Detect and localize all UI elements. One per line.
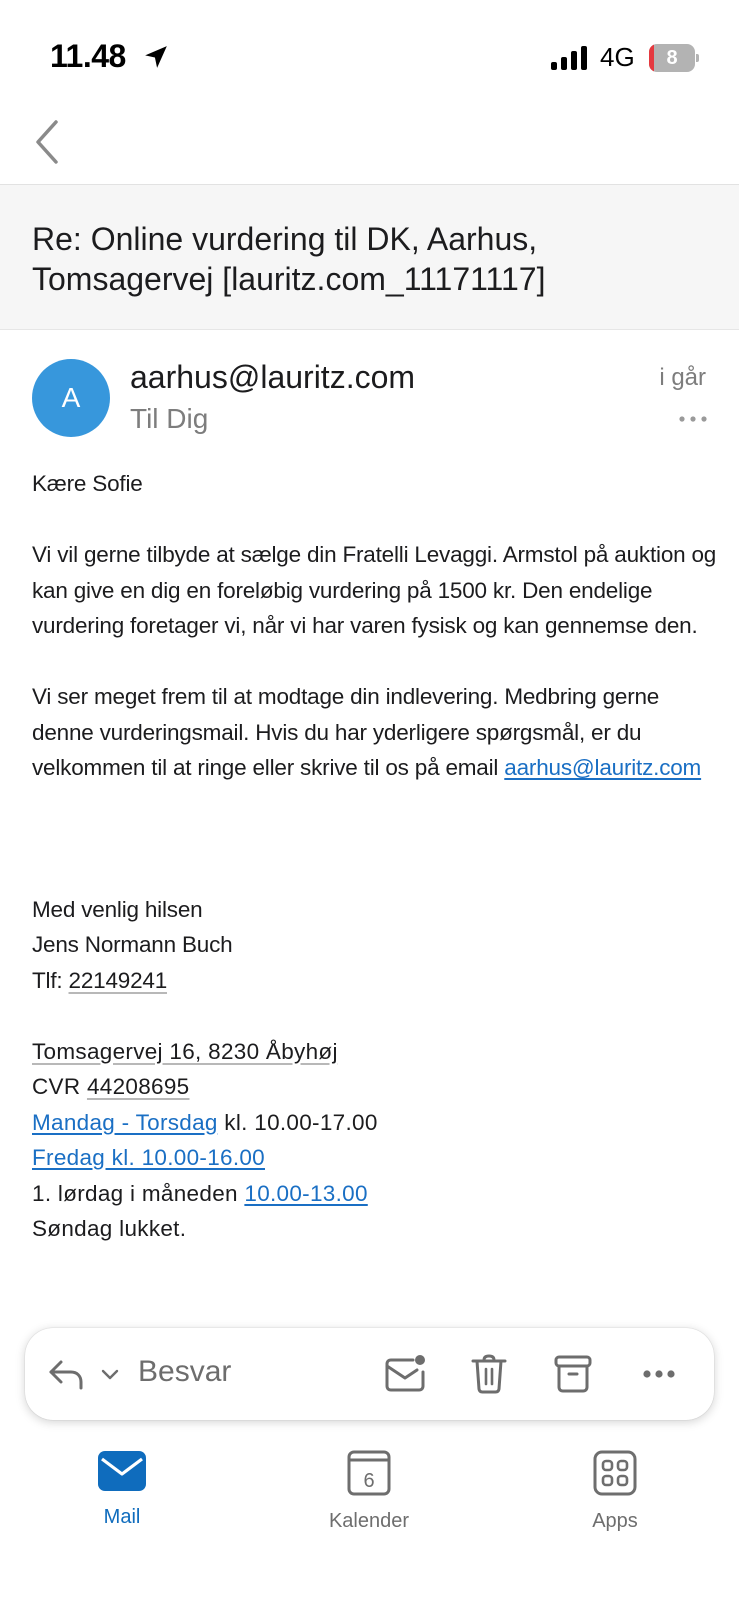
email-link[interactable]: aarhus@lauritz.com: [504, 755, 702, 780]
greeting: Kære Sofie: [32, 471, 143, 496]
address-link[interactable]: Tomsagervej 16, 8230 Åbyhøj: [32, 1038, 338, 1064]
signer-name: Jens Normann Buch: [32, 932, 233, 957]
location-arrow-icon: [143, 44, 169, 70]
phone-label: Tlf:: [32, 967, 69, 993]
friday-hours-link[interactable]: Fredag kl. 10.00-16.00: [32, 1145, 265, 1170]
email-date: i går: [659, 364, 706, 391]
cvr-line: [32, 1069, 722, 1105]
phone-line: [32, 963, 722, 999]
saturday-hours-link[interactable]: 10.00-13.00: [244, 1180, 368, 1206]
message-action-bar: [25, 1328, 714, 1420]
trash-icon[interactable]: [467, 1352, 511, 1396]
tab-label: Apps: [592, 1510, 638, 1532]
apps-grid-icon: [593, 1450, 637, 1496]
mail-icon: [97, 1450, 147, 1492]
weekdays-time: kl. 10.00-17.00: [217, 1109, 378, 1135]
status-time: 11.48: [50, 38, 126, 74]
hours-weekdays: [32, 1105, 722, 1141]
network-type: 4G: [600, 42, 635, 72]
message-more-button[interactable]: [677, 408, 709, 430]
sender-avatar[interactable]: A: [32, 359, 110, 437]
hours-saturday: [32, 1176, 722, 1212]
tab-apps[interactable]: [535, 1450, 695, 1550]
body-paragraph-2: [32, 679, 722, 786]
chevron-left-icon: [30, 116, 70, 168]
tab-mail[interactable]: [42, 1450, 202, 1550]
cellular-signal-icon: [551, 46, 591, 70]
more-horizontal-icon[interactable]: [637, 1352, 681, 1396]
tab-label: Mail: [103, 1506, 141, 1528]
signoff: Med venlig hilsen: [32, 896, 203, 922]
battery-icon: [649, 44, 699, 72]
tab-label: Kalender: [328, 1510, 410, 1532]
body-paragraph-1: Vi vil gerne tilbyde at sælge din Fratelli Levaggi. Armstol på auktion og kan give en dig en foreløbig vurdering på 1500 kr. Den endelige vurdering foretager vi, når vi har varen fysisk og kan gennemse den.: [32, 542, 717, 638]
cvr-number-link[interactable]: 44208695: [86, 1074, 190, 1099]
archive-icon[interactable]: [551, 1352, 595, 1396]
reply-icon[interactable]: [47, 1358, 85, 1390]
subject-header: [0, 184, 739, 330]
phone-number-link[interactable]: 22149241: [68, 967, 168, 993]
hours-sunday: Søndag lukket.: [32, 1216, 187, 1241]
signature-block: [32, 1034, 722, 1247]
weekdays-link[interactable]: Mandag - Torsdag: [32, 1109, 218, 1135]
email-subject: Re: Online vurdering til DK, Aarhus, Tomsagervej [lauritz.com_11171117]: [32, 221, 546, 297]
saturday-text: 1. lørdag i måneden: [32, 1180, 245, 1206]
paragraph-2-text: Vi ser meget frem til at modtage din indlevering. Medbring gerne denne vurderingsmail. Hvis du har yderligere spørgsmål, er du velkommen til at ringe eller skrive til os på email: [32, 684, 660, 780]
back-button[interactable]: [30, 116, 70, 168]
battery-percent: 8: [666, 47, 678, 69]
tab-kalender[interactable]: [289, 1450, 449, 1550]
more-horizontal-icon: [677, 408, 709, 430]
calendar-icon: [347, 1450, 391, 1496]
mail-unread-icon[interactable]: [383, 1352, 427, 1396]
recipient-label[interactable]: Til Dig: [130, 403, 209, 434]
status-bar: [0, 0, 739, 110]
reply-button[interactable]: Besvar: [138, 1355, 232, 1388]
email-body: [32, 466, 722, 1247]
cvr-label: CVR: [32, 1074, 87, 1099]
sender-address[interactable]: aarhus@lauritz.com: [130, 359, 416, 395]
svg-text:6: 6: [363, 1470, 375, 1492]
chevron-down-icon[interactable]: [100, 1368, 120, 1382]
